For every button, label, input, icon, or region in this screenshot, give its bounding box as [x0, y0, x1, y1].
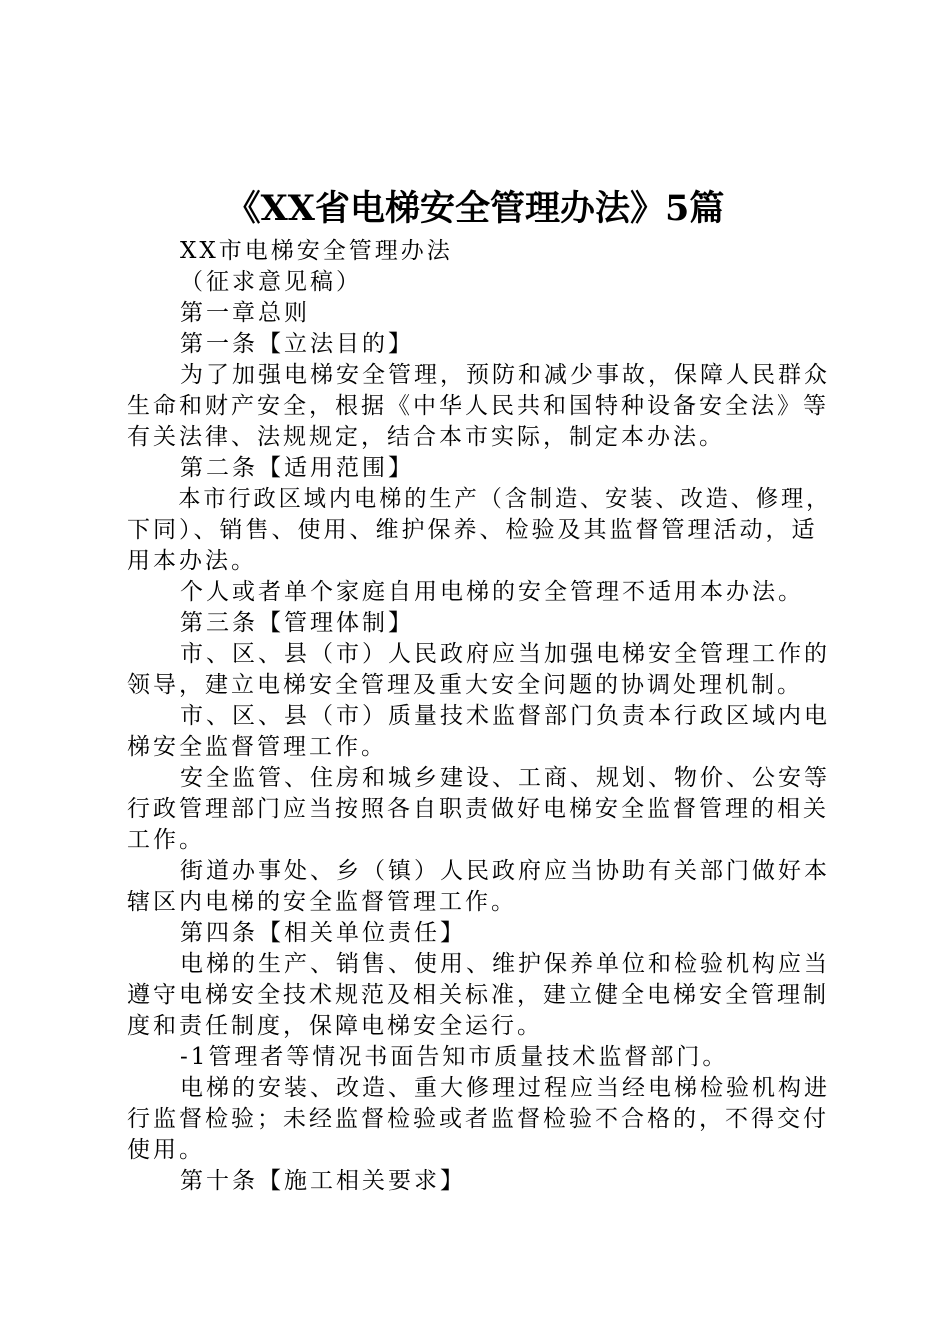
text-line: 电梯的生产、销售、使用、维护保养单位和检验机构应当 [180, 951, 830, 977]
text-line: 街道办事处、乡（镇）人民政府应当协助有关部门做好本 [180, 858, 830, 884]
text-line: （征求意见稿） [180, 269, 362, 295]
text-line: -1管理者等情况书面告知市质量技术监督部门。 [180, 1044, 729, 1070]
text-line: 电梯的安装、改造、重大修理过程应当经电梯检验机构进 [180, 1075, 830, 1101]
text-line: 有关法律、法规规定，结合本市实际，制定本办法。 [127, 424, 725, 450]
document-title: 《XX省电梯安全管理办法》5篇 [225, 188, 725, 229]
text-line: 市、区、县（市）人民政府应当加强电梯安全管理工作的 [180, 641, 830, 667]
text-line: 第一条【立法目的】 [180, 331, 414, 357]
text-line: 第三条【管理体制】 [180, 610, 414, 636]
text-line: 使用。 [127, 1137, 205, 1163]
text-line: 行监督检验；未经监督检验或者监督检验不合格的，不得交付 [127, 1106, 829, 1132]
text-line: 遵守电梯安全技术规范及相关标准，建立健全电梯安全管理制 [127, 982, 829, 1008]
text-line: 个人或者单个家庭自用电梯的安全管理不适用本办法。 [180, 579, 804, 605]
text-line: 下同）、销售、使用、维护保养、检验及其监督管理活动，适 [127, 517, 818, 543]
text-line: 度和责任制度，保障电梯安全运行。 [127, 1013, 543, 1039]
text-line: 安全监管、住房和城乡建设、工商、规划、物价、公安等 [180, 765, 830, 791]
text-line: 本市行政区域内电梯的生产（含制造、安装、改造、修理， [178, 486, 832, 512]
text-line: 生命和财产安全，根据《中华人民共和国特种设备安全法》等 [127, 393, 829, 419]
text-line: 行政管理部门应当按照各自职责做好电梯安全监督管理的相关 [127, 796, 829, 822]
text-line: 第四条【相关单位责任】 [180, 920, 466, 946]
text-line: XX市电梯安全管理办法 [180, 238, 453, 264]
text-line: 工作。 [127, 827, 205, 853]
text-line: 第二条【适用范围】 [180, 455, 414, 481]
text-line: 第一章总则 [180, 300, 310, 326]
text-line: 领导，建立电梯安全管理及重大安全问题的协调处理机制。 [127, 672, 803, 698]
text-line: 辖区内电梯的安全监督管理工作。 [127, 889, 517, 915]
document-body [127, 236, 833, 1197]
text-line: 为了加强电梯安全管理，预防和减少事故，保障人民群众 [180, 362, 830, 388]
text-line: 第十条【施工相关要求】 [180, 1168, 466, 1194]
text-line: 梯安全监督管理工作。 [127, 734, 387, 760]
text-line: 用本办法。 [127, 548, 257, 574]
text-line: 市、区、县（市）质量技术监督部门负责本行政区域内电 [180, 703, 830, 729]
